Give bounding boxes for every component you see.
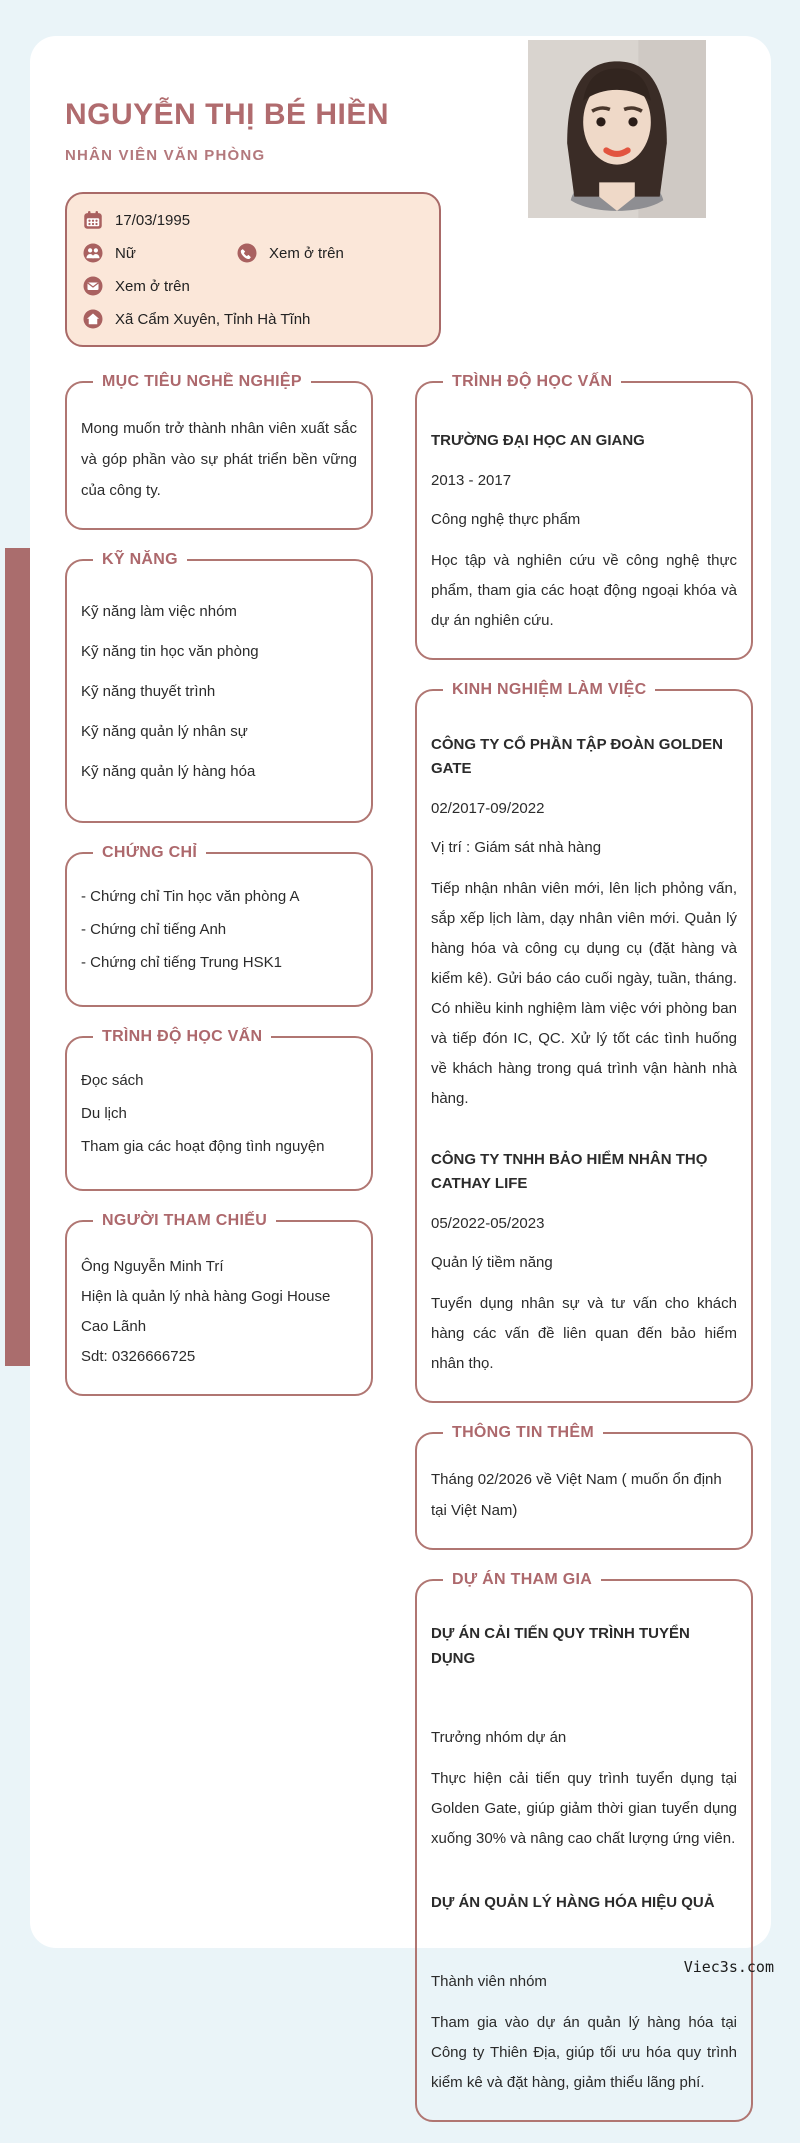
reference-lines [81, 1252, 357, 1372]
education-major: Công nghệ thực phẩm [431, 511, 581, 528]
project-role: Thành viên nhóm [431, 1973, 547, 1990]
certificate-item: - Chứng chỉ tiếng Trung HSK1 [81, 954, 282, 971]
skill-item: Kỹ năng quản lý nhân sự [81, 723, 248, 740]
section-additional-info [415, 1424, 753, 1550]
section-reference-title: NGƯỜI THAM CHIẾU [102, 1212, 268, 1229]
section-interests-title: TRÌNH ĐỘ HỌC VẤN [102, 1028, 263, 1045]
avatar-illustration [528, 40, 706, 218]
skill-item: Kỹ năng tin học văn phòng [81, 643, 259, 660]
project-entry [431, 1890, 737, 2098]
calendar-icon [83, 210, 103, 230]
experience-period: 02/2017-09/2022 [431, 800, 545, 817]
candidate-job-title: NHÂN VIÊN VĂN PHÒNG [65, 147, 266, 164]
project-name: DỰ ÁN CẢI TIẾN QUY TRÌNH TUYỂN DỤNG [431, 1625, 690, 1667]
section-objective [65, 373, 373, 530]
left-column [65, 373, 373, 2143]
experience-period: 05/2022-05/2023 [431, 1215, 545, 1232]
section-education-title: TRÌNH ĐỘ HỌC VẤN [452, 373, 613, 390]
section-skills [65, 551, 373, 823]
education-description: Học tập và nghiên cứu về công nghệ thực phẩm, tham gia các hoạt động ngoại khóa và dự án nghiên cứu. [431, 552, 737, 629]
skill-item: Kỹ năng làm việc nhóm [81, 603, 237, 620]
section-projects-title: DỰ ÁN THAM GIA [452, 1571, 593, 1588]
interest-item: Du lịch [81, 1105, 127, 1122]
experience-description: Tiếp nhận nhân viên mới, lên lịch phỏng vấn, sắp xếp lịch làm, dạy nhân viên mới. Quản lý hàng hóa và công cụ dụng cụ (đặt hàng và kiểm kê). Gửi báo cáo cuối ngày, tuần, tháng. Có nhiều kinh nghiệm làm việc với phòng ban và tiếp đón IC, QC. Xử lý tốt các tình huống về khách hàng trong quá trình vận hành nhà hàng. [431, 880, 737, 1107]
experience-position: Vị trí : Giám sát nhà hàng [431, 839, 602, 856]
section-additional-info-title: THÔNG TIN THÊM [452, 1424, 594, 1441]
contact-phone: Xem ở trên [269, 244, 344, 262]
project-description: Tham gia vào dự án quản lý hàng hóa tại Công ty Thiên Địa, giúp tối ưu hóa quy trình kiểm kê và đặt hàng, giảm thiểu lãng phí. [431, 2014, 737, 2091]
experience-company: CÔNG TY CỔ PHẦN TẬP ĐOÀN GOLDEN GATE [431, 736, 723, 777]
content-columns [65, 373, 753, 2143]
interest-item: Đọc sách [81, 1072, 144, 1089]
reference-phone: Sdt: 0326666725 [81, 1348, 196, 1365]
experience-position: Quản lý tiềm năng [431, 1254, 553, 1271]
contact-box [65, 192, 441, 347]
section-education [415, 373, 753, 660]
section-experience [415, 681, 753, 1403]
contact-email: Xem ở trên [115, 277, 190, 295]
section-interests [65, 1028, 373, 1191]
contact-gender-cell [83, 243, 237, 263]
experience-company: CÔNG TY TNHH BẢO HIỂM NHÂN THỌ CATHAY LIFE [431, 1151, 708, 1192]
project-role: Trưởng nhóm dự án [431, 1729, 567, 1746]
education-entry [431, 413, 737, 636]
education-school: TRƯỜNG ĐẠI HỌC AN GIANG [431, 432, 645, 449]
skill-item: Kỹ năng thuyết trình [81, 683, 216, 700]
site-brand: Viec3s.com [683, 1958, 774, 1976]
avatar [528, 40, 706, 218]
interest-item: Tham gia các hoạt động tình nguyện [81, 1138, 325, 1155]
project-entry [431, 1621, 737, 1854]
contact-row-dob [83, 210, 423, 230]
experience-entry [431, 1148, 737, 1379]
contact-address: Xã Cẩm Xuyên, Tỉnh Hà Tĩnh [115, 310, 311, 328]
phone-icon [237, 243, 257, 263]
additional-info-text: Tháng 02/2026 về Việt Nam ( muốn ổn định tại Việt Nam) [431, 1471, 722, 1519]
section-certificates [65, 844, 373, 1007]
left-accent-bar [5, 548, 30, 1366]
section-certificates-title: CHỨNG CHỈ [102, 844, 198, 861]
reference-name: Ông Nguyễn Minh Trí [81, 1258, 224, 1275]
reference-role: Hiện là quản lý nhà hàng Gogi House Cao Lãnh [81, 1288, 331, 1335]
skills-list [81, 591, 357, 784]
section-projects [415, 1571, 753, 2122]
contact-row-email [83, 276, 423, 296]
contact-dob: 17/03/1995 [115, 211, 191, 229]
candidate-name: NGUYỄN THỊ BÉ HIỀN [65, 98, 390, 131]
cv-card-inner [30, 36, 771, 2143]
section-skills-title: KỸ NĂNG [102, 551, 178, 568]
project-name: DỰ ÁN QUẢN LÝ HÀNG HÓA HIỆU QUẢ [431, 1894, 715, 1911]
skill-item: Kỹ năng quản lý hàng hóa [81, 763, 256, 780]
contact-row-address [83, 309, 423, 329]
home-icon [83, 309, 103, 329]
gender-icon [83, 243, 103, 263]
section-objective-title: MỤC TIÊU NGHỀ NGHIỆP [102, 373, 302, 390]
section-experience-title: KINH NGHIỆM LÀM VIỆC [452, 681, 647, 698]
experience-entry [431, 733, 737, 1114]
objective-text: Mong muốn trở thành nhân viên xuất sắc và góp phần vào sự phát triển bền vững của công ty. [81, 420, 357, 499]
contact-phone-cell [237, 243, 344, 263]
project-description: Thực hiện cải tiến quy trình tuyển dụng tại Golden Gate, giúp giảm thời gian tuyển dụng xuống 30% và nâng cao chất lượng ứng viên. [431, 1770, 737, 1847]
right-column [415, 373, 753, 2143]
contact-gender: Nữ [115, 244, 136, 262]
section-reference [65, 1212, 373, 1396]
contact-row-gender-phone [83, 243, 423, 263]
education-period: 2013 - 2017 [431, 472, 512, 489]
email-icon [83, 276, 103, 296]
interests-list [81, 1068, 357, 1159]
certificate-item: - Chứng chỉ tiếng Anh [81, 921, 227, 938]
certificate-item: - Chứng chỉ Tin học văn phòng A [81, 888, 300, 905]
experience-description: Tuyển dụng nhân sự và tư vấn cho khách hàng các vấn đề liên quan đến bảo hiểm nhân thọ. [431, 1295, 737, 1372]
certificates-list [81, 884, 357, 975]
